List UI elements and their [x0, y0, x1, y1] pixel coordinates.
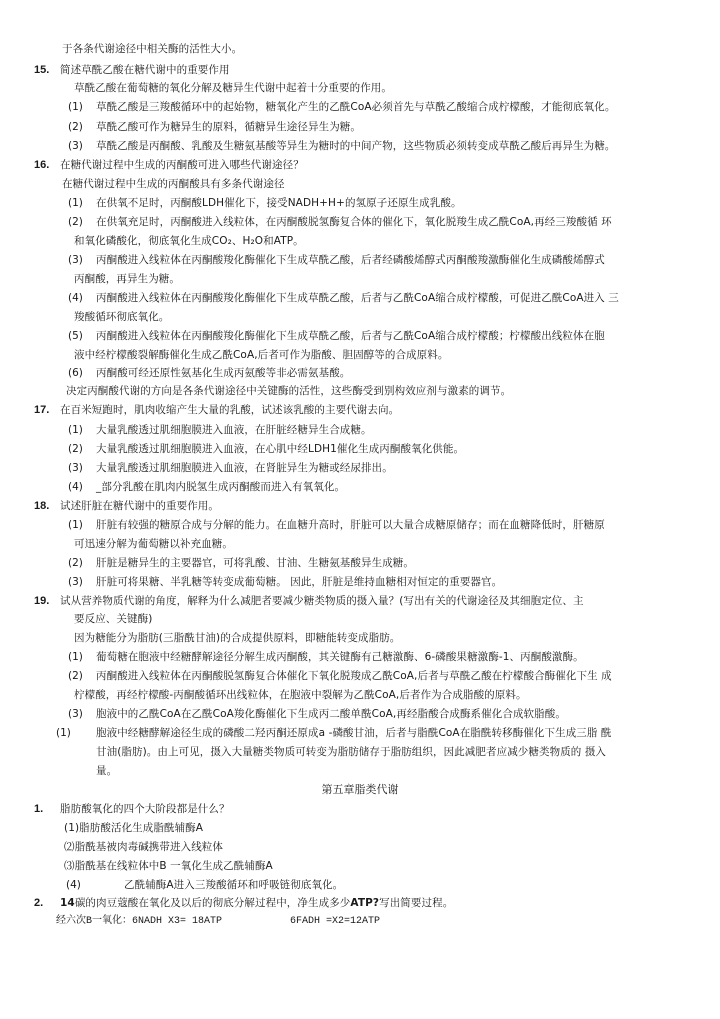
question-16-title: 在糖代谢过程中生成的丙酮酸可进入哪些代谢途径？ [60, 159, 304, 171]
text-line: 羧酸循环彻底氧化。 [74, 311, 170, 323]
item-marker: (2) [68, 216, 83, 228]
text-line: 胞液中经糖酵解途径生成的磷酸二羟丙酮还原成a -磷酸甘油，后者与脂酰CoA在脂酰转移酶催化下生成三脂 酰 [96, 727, 612, 739]
chapter-question-2 [60, 896, 453, 910]
text-span: 写出简要过程。 [379, 897, 454, 909]
text-line: 要反应、关键酶) [74, 613, 153, 625]
text-line: 在供氧充足时，丙酮酸进入线粒体，在丙酮酸脱氢酶复合体的催化下，氧化脱羧生成乙酰CoA,再经三羧酸循 环 [96, 216, 612, 228]
text-line: 草酰乙酸是三羧酸循环中的起始物，糖氧化产生的乙酰CoA必须首先与草酰乙酸缩合成柠檬酸，才能彻底氧化。 [96, 101, 616, 113]
text-line: 草酰乙酸可作为糖异生的原料，循糖异生途径异生为糖。 [96, 121, 361, 133]
question-number: 17. [34, 404, 50, 416]
text-line: 丙酮酸进入线粒体在丙酮酸脱氢酶复合体催化下氧化脱羧成乙酰CoA,后者与草酰乙酸在柠檬酸合酶催化下生 成 [96, 670, 612, 682]
text-line: 胞液中的乙酰CoA在乙酰CoA羧化酶催化下生成丙二酸单酰CoA,再经脂酸合成酶系催化合成软脂酸。 [96, 708, 566, 720]
item-marker: (1) [68, 651, 83, 663]
text-line: 丙酮酸进入线粒体在丙酮酸羧化酶催化下生成草酰乙酸，后者与乙酰CoA缩合成柠檬酸，可促进乙酰CoA进入 三 [96, 292, 619, 304]
item-marker: (3) [68, 462, 83, 474]
question-number: 2. [34, 897, 44, 909]
text-line: 大量乳酸透过肌细胞膜进入血液，在肝脏经糖异生合成糖。 [96, 424, 372, 436]
text-line: 液中经柠檬酸裂解酶催化生成乙酰CoA,后者可作为脂酸、胆固醇等的合成原料。 [74, 349, 449, 361]
text-line: 决定丙酮酸代谢的方向是各条代谢途径中关键酶的活性，这些酶受到别构效应剂与激素的调节。 [66, 385, 512, 397]
question-number: 1. [34, 803, 44, 815]
question-18-title: 试述肝脏在糖代谢中的重要作用。 [60, 500, 219, 512]
text-line: 肝脏有较强的糖原合成与分解的能力。在血糖升高时，肝脏可以大量合成糖原储存；而在血糖降低时，肝糖原 [96, 519, 605, 531]
item-marker: (3) [68, 576, 83, 588]
text-line: 于各条代谢途径中相关酶的活性大小。 [62, 43, 243, 55]
item-marker: (2) [68, 121, 83, 133]
text-line: 草酰乙酸在葡萄糖的氧化分解及糖异生代谢中起着十分重要的作用。 [74, 82, 392, 94]
formula-line: 经六次B一氧化：6NADH X3= 18ATP [56, 916, 223, 927]
text-line: 大量乳酸透过肌细胞膜进入血液，在心肌中经LDH1催化生成丙酮酸氧化供能。 [96, 443, 465, 455]
text-line: 肝脏是糖异生的主要器官，可将乳酸、甘油、生糖氨基酸异生成糖。 [96, 557, 414, 569]
text-line: _部分乳酸在肌肉内脱氢生成丙酮酸而进入有氧氧化。 [96, 481, 346, 493]
item-marker: (4) [68, 481, 83, 493]
question-number: 18. [34, 500, 50, 512]
text-line: 可迅速分解为葡萄糖以补充血糖。 [74, 538, 233, 550]
text-line: 乙酰辅酶A进入三羧酸循环和呼吸链彻底氧化。 [124, 879, 344, 891]
text-line: 柠檬酸，再经柠檬酸-丙酮酸循环出线粒体，在胞液中裂解为乙酰CoA,后者作为合成脂酸的原料。 [74, 689, 527, 701]
item-marker: (3) [68, 708, 83, 720]
text-line: ⑵脂酰基被肉毒碱携带进入线粒体 [64, 841, 223, 853]
text-line: 丙酮酸可经还原性氨基化生成丙氨酸等非必需氨基酸。 [96, 367, 351, 379]
item-marker: (3) [68, 140, 83, 152]
item-marker: (2) [68, 557, 83, 569]
item-marker: (1) [68, 424, 83, 436]
text-line: 丙酮酸进入线粒体在丙酮酸羧化酶催化下生成草酰乙酸，后者与乙酰CoA缩合成柠檬酸；柠檬酸出线粒体在胞 [96, 330, 605, 342]
item-marker: (1) [68, 101, 83, 113]
text-line: 大量乳酸透过肌细胞膜进入血液，在肾脏异生为糖或经尿排出。 [96, 462, 393, 474]
chapter-title: 第五章脂类代谢 [321, 783, 399, 796]
formula-line: 6FADH =X2=12ATP [290, 916, 381, 927]
text-line: 因为糖能分为脂肪(三脂酰甘油)的合成提供原料，即糖能转变成脂肪。 [74, 632, 401, 644]
question-number: 19. [34, 595, 50, 607]
text-line: 在供氧不足时，丙酮酸LDH催化下，接受NADH+H+的氢原子还原生成乳酸。 [96, 197, 462, 209]
question-number: 16. [34, 159, 50, 171]
text-line: 和氧化磷酸化，彻底氧化生成CO₂、H₂O和ATP。 [74, 235, 304, 247]
text-line: 在糖代谢过程中生成的丙酮酸具有多条代谢途径 [62, 178, 285, 190]
question-19-title: 试从营养物质代谢的角度，解释为什么减肥者要减少糖类物质的摄入量？(写出有关的代谢途径及其细胞定位、主 [60, 595, 584, 607]
item-marker: (6) [68, 367, 83, 379]
question-number: 15. [34, 64, 50, 76]
text-line: 量。 [96, 765, 118, 777]
text-line: 丙酮酸，再异生为糖。 [74, 273, 180, 285]
item-marker: (1) [68, 197, 83, 209]
item-marker: (2) [68, 670, 83, 682]
question-15-title: 简述草酰乙酸在糖代谢中的重要作用 [60, 64, 230, 76]
text-line: 草酰乙酸是丙酮酸、乳酸及生糖氨基酸等异生为糖时的中间产物，这些物质必须转变成草酰乙酸后再异生为糖。 [96, 140, 616, 152]
text-line: 葡萄糖在胞液中经糖酵解途径分解生成丙酮酸，其关键酶有己糖激酶、6-磷酸果糖激酶-1、丙酮酸激酶。 [96, 651, 584, 663]
text-line: ⑶脂酰基在线粒体中B 一氧化生成乙酰辅酶A [64, 860, 273, 872]
text-line: (1)脂肪酸活化生成脂酰辅酶A [64, 822, 204, 834]
text-bold: 14 [60, 897, 75, 909]
text-line: 肝脏可将果糖、半乳糖等转变成葡萄糖。 因此，肝脏是维持血糖相对恒定的重要器官。 [96, 576, 503, 588]
text-line: 甘油(脂肪)。由上可见，摄入大量糖类物质可转变为脂肪储存于脂肪组织，因此减肥者应减少糖类物质的 摄入 [96, 746, 607, 758]
text-bold: ATP? [350, 897, 380, 909]
text-line: 丙酮酸进入线粒体在丙酮酸羧化酶催化下生成草酰乙酸，后者经磷酸烯醇式丙酮酸羧激酶催化生成磷酸烯醇式 [96, 254, 605, 266]
question-17-title: 在百米短跑时，肌肉收缩产生大量的乳酸，试述该乳酸的主要代谢去向。 [60, 404, 400, 416]
item-marker: (1) [56, 727, 71, 739]
item-marker: (4) [68, 292, 83, 304]
text-span: 碳的肉豆蔻酸在氧化及以后的彻底分解过程中，净生成多少 [74, 897, 351, 909]
item-marker: (4) [66, 879, 81, 891]
chapter-question-1: 脂肪酸氧化的四个大阶段都是什么？ [60, 803, 230, 815]
item-marker: (3) [68, 254, 83, 266]
item-marker: (1) [68, 519, 83, 531]
item-marker: (2) [68, 443, 83, 455]
item-marker: (5) [68, 330, 83, 342]
